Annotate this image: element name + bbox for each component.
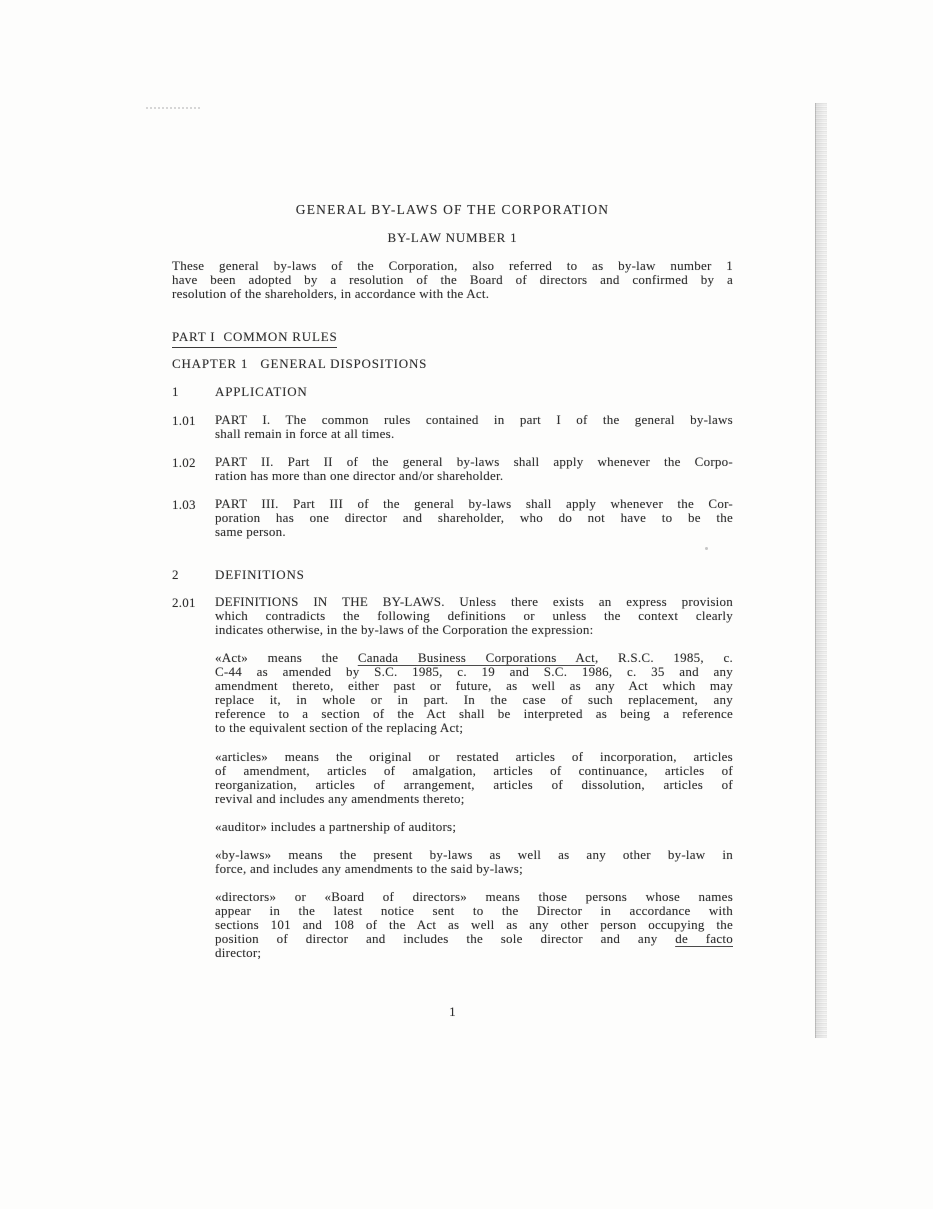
text-line: «directors» or «Board of directors» means those persons whose names [215,889,733,904]
text-line: force, and includes any amendments to the said by-laws; [215,861,523,876]
text-line: reorganization, articles of arrangement, articles of dissolution, articles of [215,777,733,792]
definition-auditor [215,820,733,834]
text-line: «articles» means the original or restated articles of incorporation, articles [215,749,733,764]
text-line: revival and includes any amendments thereto; [215,791,465,806]
text-line: resolution of the shareholders, in accordance with the Act. [172,286,490,301]
document-title: GENERAL BY-LAWS OF THE CORPORATION [295,202,610,217]
text-line: amendment thereto, either past or future, as well as any Act which may [215,678,733,693]
text-line: to the equivalent section of the replacing Act; [215,720,464,735]
clause-1-03 [172,497,733,539]
definition-directors-underlined-term: de facto [675,931,733,946]
definition-act-underlined-term: Canada Business Corporations Act [357,650,595,665]
clause-text [215,413,733,441]
clause-text [215,497,733,539]
clause-1-02 [172,455,733,483]
clause-number: 1.02 [172,455,196,470]
text-line: which contradicts the following definitions or unless the context clearly [215,608,733,623]
text-line: same person. [215,524,286,539]
text-line: PART I. The common rules contained in part I of the general by-laws [215,412,733,427]
definition-act [215,651,733,735]
definition-directors-line-5: director; [215,945,262,960]
text-line: replace it, in whole or in part. In the case of such replacement, any [215,692,733,707]
text-line: ration has more than one director and/or shareholder. [215,468,504,483]
page-number: 1 [449,1004,456,1019]
clause-text [215,595,733,637]
scan-speck [705,547,708,550]
text-line: These general by-laws of the Corporation, also referred to as by-law number 1 [172,258,733,273]
text-line: of amendment, articles of amalgation, articles of continuance, articles of [215,763,733,778]
document-subtitle: BY-LAW NUMBER 1 [387,230,518,245]
definition-directors-pre: position of director and includes the sole director and any [215,931,676,946]
clause-text [215,455,733,483]
intro-paragraph [172,259,733,301]
part-1-heading [172,329,733,348]
text-line: «auditor» includes a partnership of auditors; [215,819,457,834]
text-line: PART III. Part III of the general by-laws shall apply whenever the Cor- [215,496,733,511]
scan-artifact-dotted-line [146,107,200,109]
text-line: poration has one director and shareholder, who do not have to be the [215,510,733,525]
definition-act-rest [215,665,733,735]
definition-act-post: , R.S.C. 1985, c. [594,650,733,665]
text-line: sections 101 and 108 of the Act as well as any other person occupying the [215,917,733,932]
text-line: C-44 as amended by S.C. 1985, c. 19 and S.C. 1986, c. 35 and any [215,664,733,679]
text-line: shall remain in force at all times. [215,426,395,441]
text-line: PART II. Part II of the general by-laws shall apply whenever the Corpo- [215,454,733,469]
definition-act-line-1 [215,651,733,665]
binding-edge-scan-artifact [815,103,827,1038]
text-line: DEFINITIONS IN THE BY-LAWS. Unless there exists an express provision [215,594,733,609]
text-line: have been adopted by a resolution of the Board of directors and confirmed by a [172,272,733,287]
definition-articles [215,750,733,806]
section-number: 2 [172,567,179,582]
clause-1-01 [172,413,733,441]
text-line: appear in the latest notice sent to the Director in accordance with [215,903,733,918]
clause-number: 1.03 [172,497,196,512]
text-line: reference to a section of the Act shall be interpreted as being a reference [215,706,733,721]
section-title: DEFINITIONS [215,567,305,582]
chapter-1-heading: CHAPTER 1 GENERAL DISPOSITIONS [172,356,428,371]
section-1-heading [172,384,733,400]
clause-number: 1.01 [172,413,196,428]
text-line: «by-laws» means the present by-laws as well as any other by-law in [215,847,733,862]
definition-directors-line-4 [215,932,733,946]
section-number: 1 [172,384,179,399]
definition-directors [215,890,733,960]
section-2-heading [172,567,733,583]
text-line: indicates otherwise, in the by-laws of the Corporation the expression: [215,622,594,637]
part-1-heading-label: PART I COMMON RULES [172,329,337,348]
definition-bylaws [215,848,733,876]
definition-directors-first-lines [215,890,733,932]
clause-number: 2.01 [172,595,196,610]
section-title: APPLICATION [215,384,308,399]
definition-act-pre: «Act» means the [215,650,358,665]
clause-2-01 [172,595,733,637]
